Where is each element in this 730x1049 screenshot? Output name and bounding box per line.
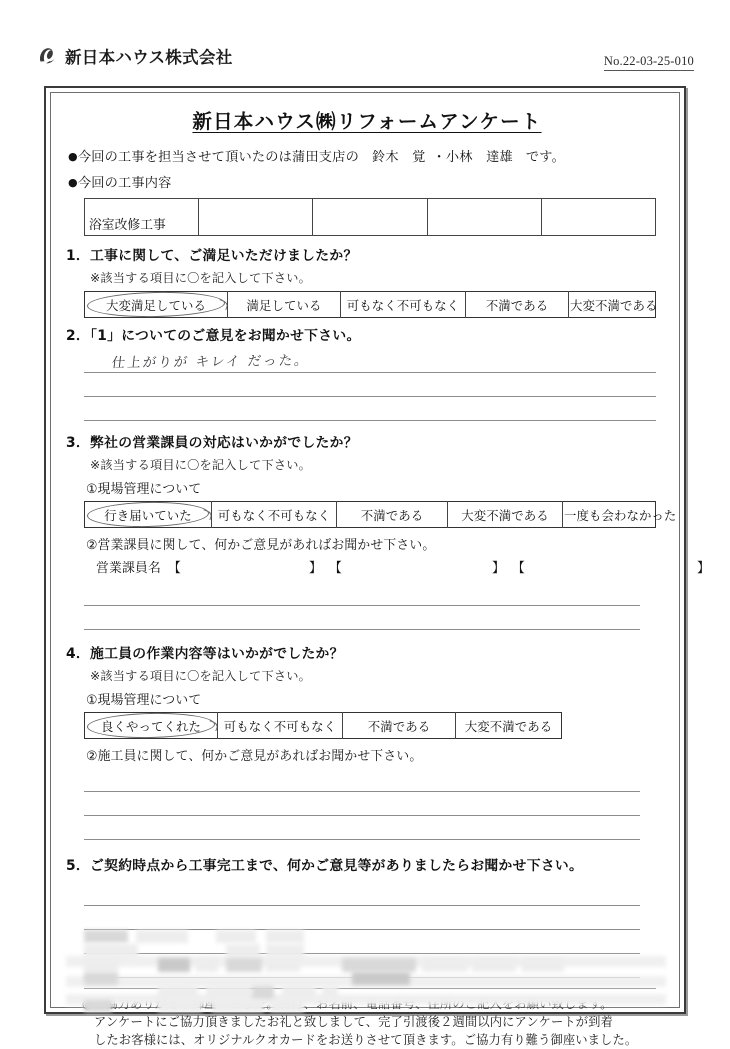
question-1-options: [84, 291, 656, 318]
q3-option-4[interactable]: 一度も会わなかった: [563, 502, 656, 528]
question-2-text: 「1」についてのご意見をお聞かせ下さい。: [90, 328, 361, 344]
q3-option-0[interactable]: [85, 502, 212, 528]
question-1-number: 1．: [66, 248, 90, 264]
work-content-label: 今回の工事内容: [77, 176, 172, 191]
question-1-text: 工事に関して、ご満足いただけましたか？: [90, 248, 358, 264]
staff-line-suffix: です。: [525, 150, 565, 165]
staff-line-prefix: 今回の工事を担当させて頂いたのは: [77, 150, 293, 165]
table-row: [85, 292, 656, 318]
q4-option-0[interactable]: [85, 713, 218, 739]
question-5-number: 5．: [66, 858, 90, 874]
q3-option-2[interactable]: 不満である: [337, 502, 448, 528]
q4-option-0-label: 良くやってくれた: [101, 718, 201, 734]
bracket-close-icon: 】: [696, 561, 710, 576]
q1-option-2[interactable]: 可もなく不可もなく: [341, 292, 466, 318]
question-3-text: 弊社の営業課員の対応はいかがでしたか？: [90, 435, 358, 451]
question-3-heading: [66, 431, 672, 451]
question-2-answer-area: [84, 349, 672, 421]
question-5-heading: [66, 854, 672, 874]
work-content-cell-1[interactable]: 浴室改修工事: [85, 199, 199, 236]
question-3-answer-area: [84, 582, 672, 630]
question-2-heading: [66, 324, 672, 344]
redacted-personal-information: [66, 928, 666, 1008]
q1-option-3[interactable]: 不満である: [466, 292, 569, 318]
bracket-open-icon: 【: [511, 561, 525, 576]
notice-line-3: したお客様には、オリジナルクオカードをお送りさせて頂きます。ご協力有り難う御座いました。: [94, 1032, 638, 1047]
company-name: 新日本ハウス株式会社: [65, 48, 233, 67]
answer-line[interactable]: [84, 606, 640, 630]
work-content-table: [84, 198, 656, 236]
q1-option-0[interactable]: [85, 292, 228, 318]
document-number: No.22-03-25-010: [604, 54, 694, 71]
answer-line[interactable]: [84, 768, 640, 792]
question-2-number: 2．: [66, 328, 90, 344]
q4-option-3[interactable]: 大変不満である: [456, 713, 562, 739]
answer-line[interactable]: [84, 792, 640, 816]
document-header: [0, 0, 730, 88]
table-row: [85, 502, 656, 528]
question-4-subsection-2-label: ②施工員に関して、何かご意見があればお聞かせ下さい。: [86, 749, 423, 764]
work-content-cell-2[interactable]: [199, 199, 313, 236]
form-content: [46, 88, 710, 1047]
question-3-subsection-2-label: ②営業課員に関して、何かご意見があればお聞かせ下さい。: [86, 538, 436, 553]
table-row: [85, 199, 656, 236]
question-5-text: ご契約時点から工事完工まで、何かご意見等がありましたらお聞かせ下さい。: [90, 858, 584, 874]
answer-line[interactable]: [84, 816, 640, 840]
bullet-icon: ●: [68, 176, 78, 189]
sales-staff-name-label: 営業課員名: [96, 561, 161, 576]
form-frame: [44, 86, 710, 1047]
bracket-close-icon: 】: [491, 561, 505, 576]
question-3-note: ※該当する項目に〇を記入して下さい。: [90, 458, 311, 472]
form-title: 新日本ハウス㈱リフォームアンケート: [192, 110, 542, 133]
question-4-subsection-1-label: ①現場管理について: [86, 693, 202, 708]
bullet-icon: ●: [68, 150, 78, 163]
staff-in-charge-line: [68, 146, 672, 165]
q4-option-2[interactable]: 不満である: [343, 713, 456, 739]
q3-option-1[interactable]: 可もなく不可もなく: [212, 502, 337, 528]
sales-staff-name-row: [96, 557, 710, 576]
table-row: [85, 713, 562, 739]
q4-option-1[interactable]: 可もなく不可もなく: [218, 713, 343, 739]
answer-line[interactable]: [84, 373, 656, 397]
work-content-cell-5[interactable]: [541, 199, 655, 236]
question-4-options: [84, 712, 562, 739]
question-4-number: 4．: [66, 646, 90, 662]
bracket-close-icon: 】: [308, 561, 322, 576]
answer-line[interactable]: [84, 882, 640, 906]
question-3-number: 3．: [66, 435, 90, 451]
staff-name-2: 小林 達雄: [445, 150, 513, 165]
branch-name: 蒲田支店の: [292, 150, 359, 165]
question-2-handwritten-answer: 仕上がりが キレイ だった。: [110, 352, 311, 372]
staff-name-separator: ・: [432, 150, 446, 165]
q3-option-3[interactable]: 大変不満である: [448, 502, 563, 528]
question-1-heading: [66, 244, 672, 264]
bracket-open-icon: 【: [167, 561, 181, 576]
answer-line[interactable]: [84, 906, 640, 930]
question-3-subsection-1-label: ①現場管理について: [86, 482, 202, 497]
notice-line-2: アンケートにご協力頂きましたお礼と致しまして、完了引渡後２週間以内にアンケートが到着: [94, 1014, 613, 1029]
question-4-answer-area: [84, 768, 672, 840]
question-1-note: ※該当する項目に〇を記入して下さい。: [90, 271, 311, 285]
work-content-label-line: [68, 172, 672, 191]
answer-line[interactable]: [84, 397, 656, 421]
swirl-mark-logo-icon: [36, 44, 60, 68]
answer-line[interactable]: [84, 582, 640, 606]
q3-option-0-label: 行き届いていた: [104, 507, 192, 523]
work-content-cell-4[interactable]: [427, 199, 541, 236]
question-4-text: 施工員の作業内容等はいかがでしたか？: [90, 646, 344, 662]
staff-name-1: 鈴木 覚: [371, 150, 426, 165]
work-content-cell-3[interactable]: [313, 199, 427, 236]
q1-option-0-label: 大変満足している: [106, 297, 206, 313]
q1-option-4[interactable]: 大変不満である: [569, 292, 656, 318]
question-3-options: [84, 501, 677, 528]
answer-line[interactable]: [84, 349, 656, 373]
q1-option-1[interactable]: 満足している: [228, 292, 341, 318]
question-4-heading: [66, 642, 672, 662]
question-4-note: ※該当する項目に〇を記入して下さい。: [90, 669, 311, 683]
company-logo: [36, 44, 233, 68]
bracket-open-icon: 【: [328, 561, 342, 576]
